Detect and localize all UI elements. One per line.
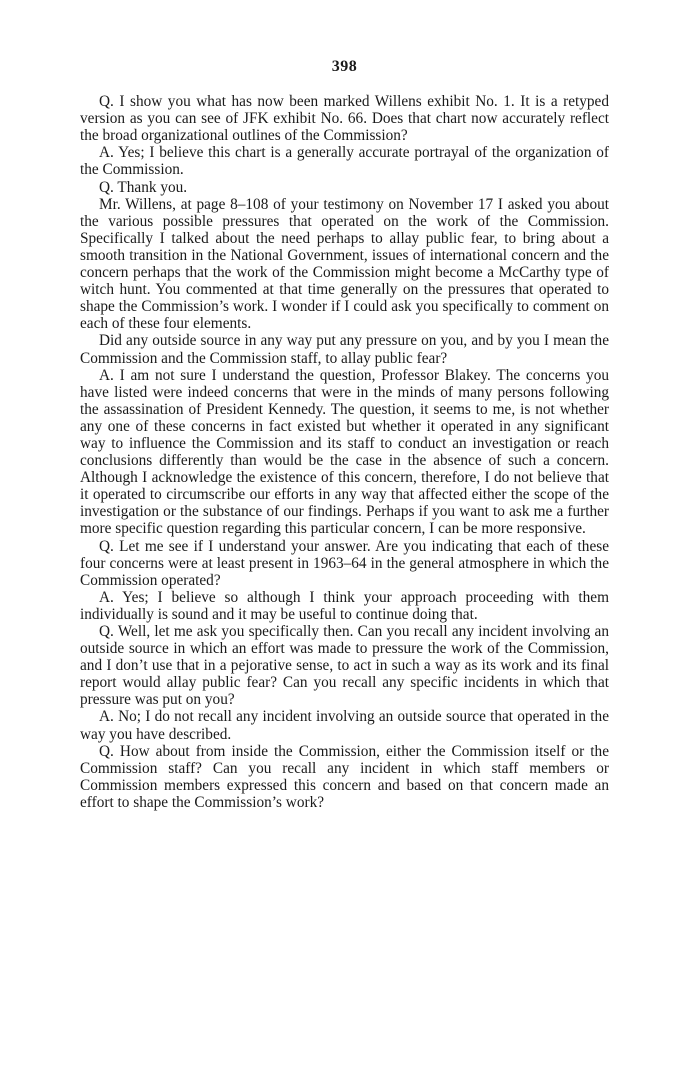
paragraph: A. Yes; I believe this chart is a generally accurate portrayal of the organization of the Commission.	[80, 144, 609, 179]
paragraph: Q. How about from inside the Commission, either the Commission itself or the Commission staff? Can you recall any incident in which staff members or Commission members expressed this concern and based on that concern made an effort to shape the Commission’s work?	[80, 742, 609, 811]
paragraph: Q. Let me see if I understand your answer. Are you indicating that each of these four concerns were at least present in 1963–64 in the general atmosphere in which the Commission operated?	[80, 537, 609, 589]
paragraph: Q. Thank you.	[99, 178, 188, 196]
paragraph: A. Yes; I believe so although I think your approach proceeding with them individually is sound and it may be useful to continue doing that.	[80, 588, 609, 623]
document-page	[80, 58, 609, 811]
paragraph: Q. I show you what has now been marked Willens exhibit No. 1. It is a retyped version as you can see of JFK exhibit No. 66. Does that chart now accurately reflect the broad organizational outlines of the Commission?	[80, 93, 609, 145]
paragraph: Mr. Willens, at page 8–108 of your testimony on November 17 I asked you about the various possible pressures that operated on the work of the Commission. Specifically I talked about the need perhaps to allay public fear, to bring about a smooth transition in the National Government, issues of international concern and the concern perhaps that the work of the Commission might become a McCarthy type of witch hunt. You commented at that time generally on the pressures that operated to shape the Commission’s work. I wonder if I could ask you specifically to comment on each of these four elements.	[80, 195, 609, 333]
body-text	[80, 93, 609, 811]
paragraph: A. I am not sure I understand the question, Professor Blakey. The concerns you have listed were indeed concerns that were in the minds of many persons following the assassination of President Kennedy. The question, it seems to me, is not whether any one of these concerns in fact existed but whether it operated in any significant way to influence the Commission and its staff to conduct an investigation or reach conclusions differently than would be the case in the absence of such a concern. Although I acknowledge the existence of this concern, therefore, I do not believe that it operated to circumscribe our efforts in any way that affected either the scope of the investigation or the substance of our findings. Perhaps if you want to ask me a further more specific question regarding this particular concern, I can be more responsive.	[80, 366, 609, 538]
paragraph: Did any outside source in any way put any pressure on you, and by you I mean the Commission and the Commission staff, to allay public fear?	[80, 332, 609, 367]
paragraph: Q. Well, let me ask you specifically then. Can you recall any incident involving an outside source in which an effort was made to pressure the work of the Commission, and I don’t use that in a pejorative sense, to act in such a way as its work and its final report would allay public fear? Can you recall any specific incidents in which that pressure was put on you?	[80, 623, 609, 709]
paragraph: A. No; I do not recall any incident involving an outside source that operated in the way you have described.	[80, 708, 609, 743]
page-number: 398	[331, 58, 358, 75]
